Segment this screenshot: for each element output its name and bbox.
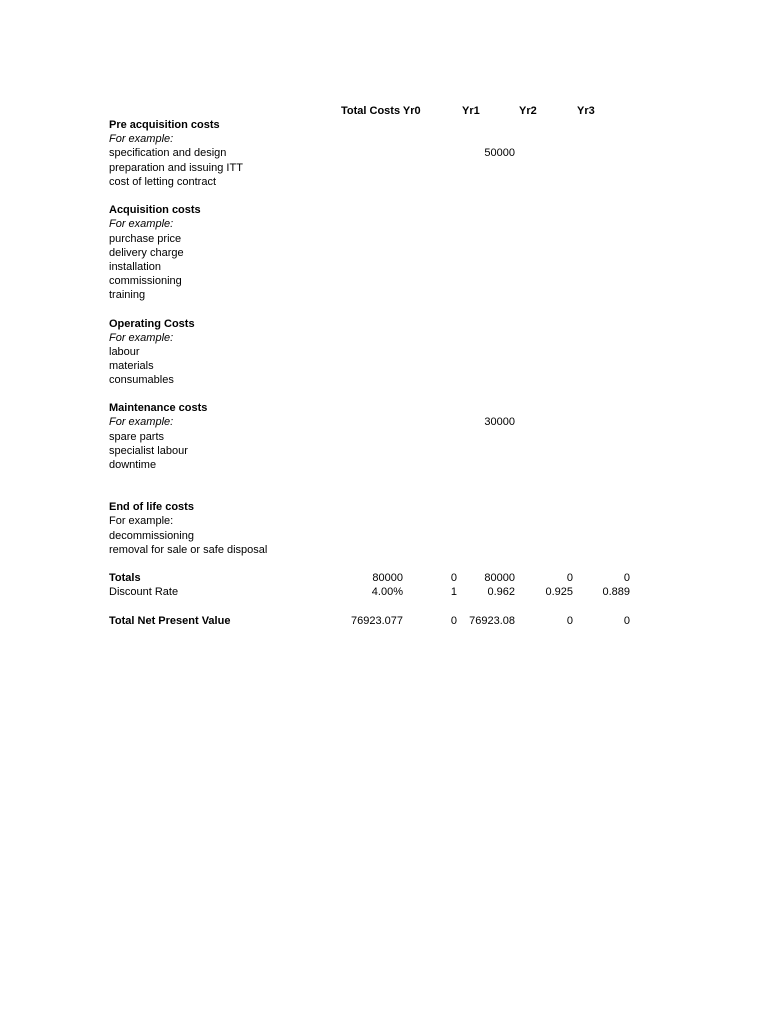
operating-title: Operating Costs xyxy=(109,318,195,330)
totals-total: 80000 xyxy=(372,572,403,584)
acquisition-item: delivery charge xyxy=(109,247,184,259)
acquisition-title: Acquisition costs xyxy=(109,204,201,216)
maintenance-example: For example: xyxy=(109,416,174,428)
maintenance-title: Maintenance costs xyxy=(109,402,208,414)
npv-total: 76923.077 xyxy=(351,615,403,627)
acquisition-example: For example: xyxy=(109,218,174,230)
maintenance-item: specialist labour xyxy=(109,445,188,457)
acquisition-item: purchase price xyxy=(109,233,182,245)
end-of-life-item: removal for sale or safe disposal xyxy=(109,544,268,556)
discount-yr2: 0.925 xyxy=(545,586,573,598)
discount-yr1: 0.962 xyxy=(487,586,515,598)
totals-yr3: 0 xyxy=(623,572,630,584)
pre-acquisition-item: preparation and issuing ITT xyxy=(109,162,243,174)
npv-yr1: 76923.08 xyxy=(469,615,515,627)
discount-yr3: 0.889 xyxy=(602,586,630,598)
operating-item: materials xyxy=(109,360,154,372)
totals-yr2: 0 xyxy=(566,572,573,584)
acquisition-item: training xyxy=(109,289,146,301)
end-of-life-item: decommissioning xyxy=(109,530,194,542)
operating-item: labour xyxy=(109,346,140,358)
operating-item: consumables xyxy=(109,374,174,386)
pre-acquisition-example: For example: xyxy=(109,133,174,145)
header-yr3: Yr3 xyxy=(577,105,595,117)
totals-yr1: 80000 xyxy=(484,572,515,584)
acquisition-item: commissioning xyxy=(109,275,182,287)
maintenance-item: downtime xyxy=(109,459,157,471)
end-of-life-example: For example: xyxy=(109,515,174,527)
pre-acquisition-item: specification and design xyxy=(109,147,227,159)
operating-example: For example: xyxy=(109,332,174,344)
discount-rate: 4.00% xyxy=(371,586,403,598)
npv-yr3: 0 xyxy=(623,615,630,627)
totals-yr0: 0 xyxy=(450,572,457,584)
maintenance-value: 30000 xyxy=(484,416,515,428)
header-yr1: Yr1 xyxy=(462,105,480,117)
pre-acquisition-item: cost of letting contract xyxy=(109,176,216,188)
npv-yr2: 0 xyxy=(566,615,573,627)
acquisition-item: installation xyxy=(109,261,161,273)
pre-acquisition-title: Pre acquisition costs xyxy=(109,119,220,131)
header-total-costs-yr0: Total Costs Yr0 xyxy=(341,105,421,117)
npv-label: Total Net Present Value xyxy=(109,615,231,627)
pre-acquisition-value: 50000 xyxy=(484,147,515,159)
discount-yr0: 1 xyxy=(450,586,457,598)
end-of-life-title: End of life costs xyxy=(109,501,194,513)
totals-label: Totals xyxy=(109,572,141,584)
discount-label: Discount Rate xyxy=(109,586,179,598)
maintenance-item: spare parts xyxy=(109,431,165,443)
npv-yr0: 0 xyxy=(450,615,457,627)
header-yr2: Yr2 xyxy=(519,105,537,117)
